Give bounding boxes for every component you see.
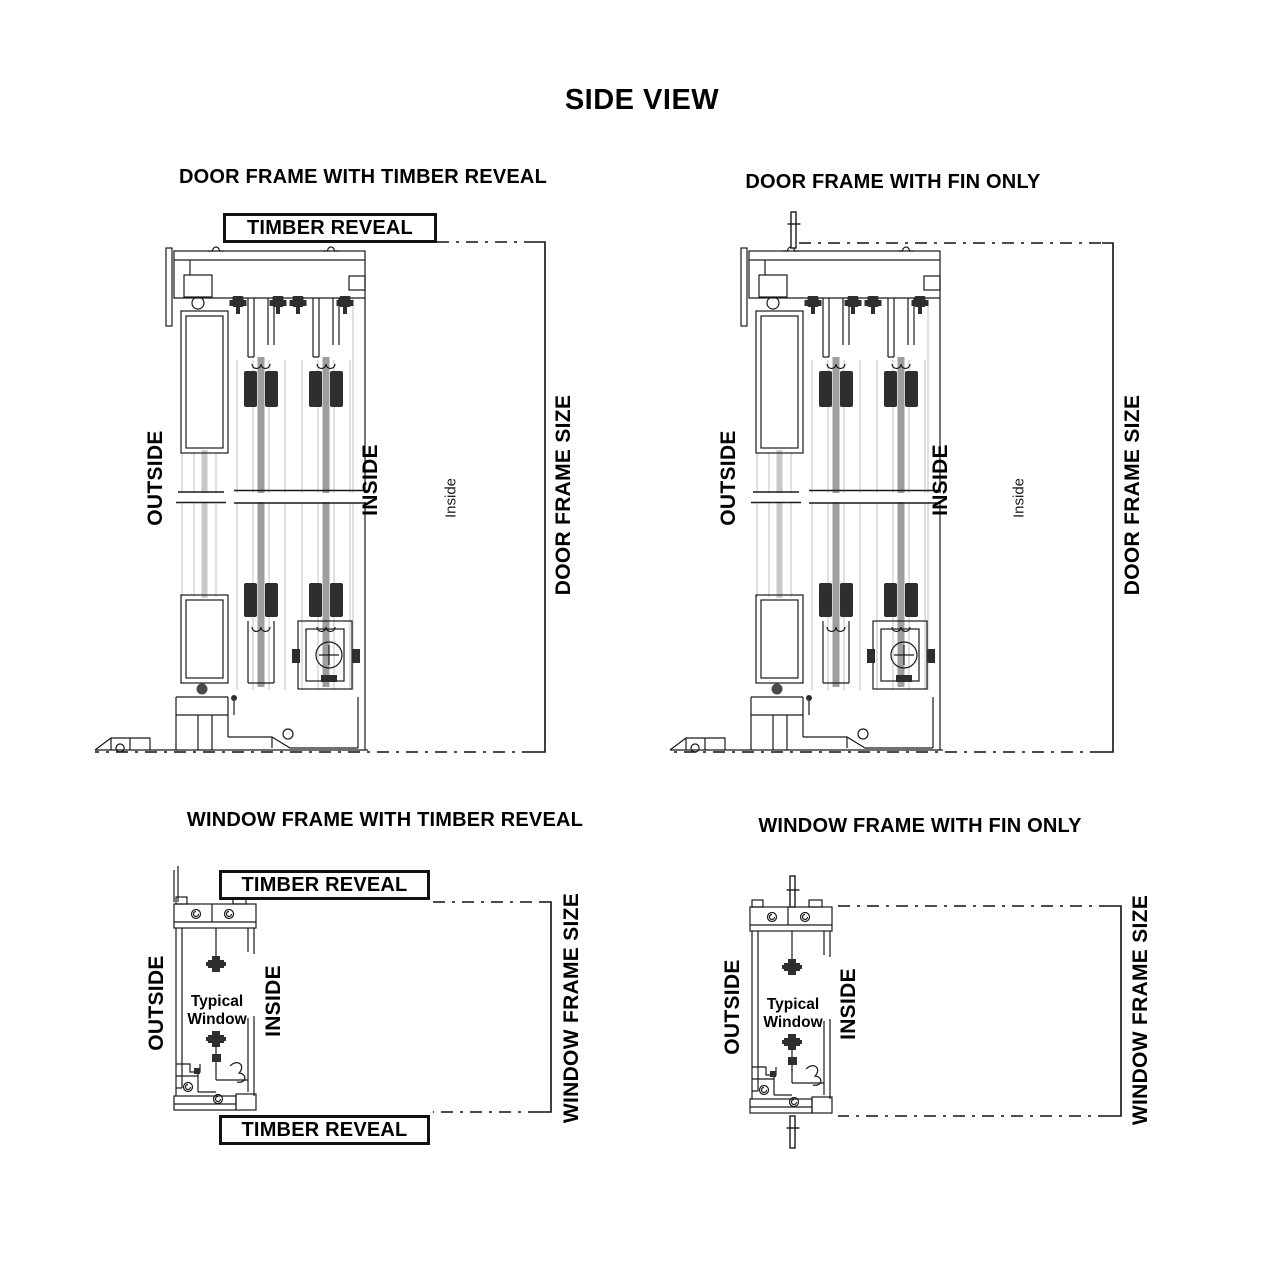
timber-reveal-box-window-bottom (219, 1115, 430, 1145)
typical-window-note: Typical Window (763, 996, 823, 1031)
door-fin-outside-label: OUTSIDE (717, 430, 740, 526)
window-fin-inside-label: INSIDE (837, 968, 860, 1040)
door-timber-outside-label: OUTSIDE (144, 430, 167, 526)
door-frame-size-label-fin: DOOR FRAME SIZE (1121, 394, 1144, 596)
page-title: SIDE VIEW (564, 84, 720, 116)
door-fin-marker (788, 212, 801, 248)
window-frame-size-label-fin: WINDOW FRAME SIZE (1129, 894, 1152, 1126)
window-frame-size-extent-timber (433, 902, 551, 1112)
window-timber-inside-label: INSIDE (262, 965, 285, 1037)
window-fin-heading: WINDOW FRAME WITH FIN ONLY (758, 815, 1082, 837)
timber-reveal-label: TIMBER REVEAL (241, 873, 408, 896)
door-timber-inside-note: Inside (442, 477, 460, 519)
typical-window-note: Typical Window (187, 993, 247, 1028)
timber-reveal-box-door (223, 213, 437, 243)
door-section-timber-drawing (88, 247, 380, 752)
door-fin-inside-label: INSIDE (929, 444, 952, 516)
door-timber-inside-label: INSIDE (359, 444, 382, 516)
door-fin-inside-note: Inside (1010, 477, 1028, 519)
timber-reveal-label: TIMBER REVEAL (241, 1118, 408, 1141)
door-timber-heading: DOOR FRAME WITH TIMBER REVEAL (178, 166, 547, 188)
door-section-fin-drawing (663, 247, 955, 752)
window-timber-heading: WINDOW FRAME WITH TIMBER REVEAL (186, 809, 584, 831)
window-fin-outside-label: OUTSIDE (721, 959, 744, 1055)
window-frame-size-label-timber: WINDOW FRAME SIZE (560, 892, 583, 1124)
door-fin-heading: DOOR FRAME WITH FIN ONLY (745, 171, 1041, 193)
door-frame-size-label-timber: DOOR FRAME SIZE (552, 394, 575, 596)
timber-reveal-box-window-top (219, 870, 430, 900)
window-frame-size-extent-fin (838, 906, 1121, 1116)
timber-reveal-label: TIMBER REVEAL (247, 216, 413, 239)
window-timber-outside-label: OUTSIDE (145, 955, 168, 1051)
